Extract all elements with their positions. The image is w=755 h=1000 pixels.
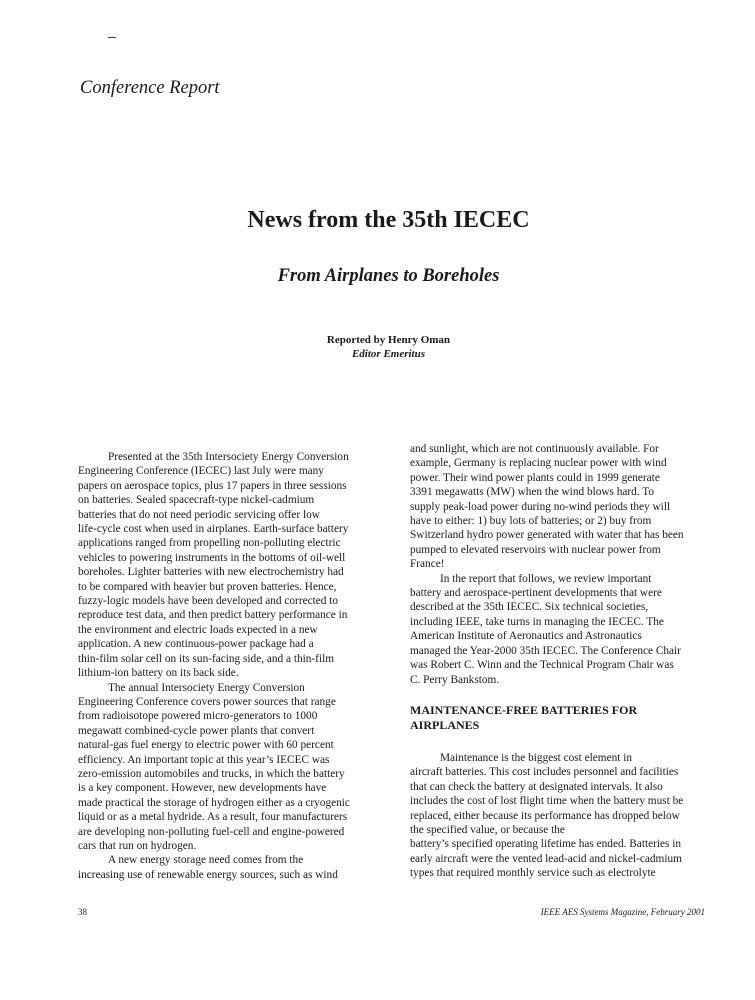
text-line: Maintenance is the biggest cost element in xyxy=(440,752,632,764)
byline xyxy=(0,333,755,361)
section-label: Conference Report xyxy=(80,78,220,98)
text-line: 3391 megawatts (MW) when the wind blows hard. To xyxy=(410,486,655,499)
text-line: and sunlight, which are not continuously available. For xyxy=(410,443,659,455)
text-line: Presented at the 35th Intersociety Energy Conversion xyxy=(108,451,349,463)
text-line: described at the 35th IECEC. Six technical societies, xyxy=(410,601,649,614)
text-line: pumped to elevated reservoirs with nuclear power from xyxy=(410,543,661,556)
text-line: efficiency. An important topic at this year’s IECEC was xyxy=(78,753,330,766)
text-line: zero-emission automobiles and trucks, in which the battery xyxy=(78,767,345,780)
text-line: have to either: 1) buy lots of batteries; or 2) buy from xyxy=(410,515,652,528)
section-heading xyxy=(410,703,637,732)
text-line: papers on aerospace topics, plus 17 papers in three sessions xyxy=(78,479,347,492)
text-line: reproduce test data, and then predict battery performance in xyxy=(78,609,348,622)
byline-role: Editor Emeritus xyxy=(351,348,426,360)
text-line: to be compared with heavier but proven batteries. Hence, xyxy=(78,580,337,593)
text-line: increasing use of renewable energy sources, such as wind xyxy=(78,868,338,881)
text-line: the specified value, or because the xyxy=(410,824,565,837)
text-line: boreholes. Lighter batteries with new electrochemistry had xyxy=(78,566,344,579)
text-line: American Institute of Aeronautics and Astronautics xyxy=(410,630,642,643)
right-column-section xyxy=(410,751,683,881)
text-line: are developing non-polluting fuel-cell and engine-powered xyxy=(78,825,345,838)
section-heading-line: MAINTENANCE-FREE BATTERIES FOR xyxy=(410,703,638,717)
text-line: The annual Intersociety Energy Conversion xyxy=(108,681,305,694)
right-column-intro xyxy=(410,442,684,687)
text-line: France! xyxy=(410,558,445,571)
text-line: types that required monthly service such as electrolyte xyxy=(410,867,656,880)
text-line: Engineering Conference (IECEC) last July were many xyxy=(78,465,324,478)
article-subtitle: From Airplanes to Boreholes xyxy=(277,266,500,286)
text-line: cars that run on hydrogen. xyxy=(78,839,197,852)
text-line: thin-film solar cell on its sun-facing side, and a thin-film xyxy=(78,652,335,665)
text-line: battery and aerospace-pertinent developments that were xyxy=(410,587,662,600)
scan-mark xyxy=(108,37,116,38)
text-line: batteries that do not need periodic servicing offer low xyxy=(78,508,320,521)
text-line: lithium-ion battery on its back side. xyxy=(78,667,239,680)
text-line: supply peak-load power during no-wind periods they will xyxy=(410,500,671,513)
text-line: application. A new continuous-power package had a xyxy=(78,638,314,651)
text-line: example, Germany is replacing nuclear power with wind xyxy=(410,457,667,470)
text-line: was Robert C. Winn and the Technical Program Chair was xyxy=(410,659,674,672)
text-line: from radioisotope powered micro-generators to 1000 xyxy=(78,710,318,723)
text-line: C. Perry Bankstom. xyxy=(410,673,500,686)
text-line: battery’s specified operating lifetime has ended. Batteries in xyxy=(410,838,682,851)
text-line: that can check the battery at designated intervals. It also xyxy=(410,780,663,793)
text-line: megawatt combined-cycle power plants that convert xyxy=(78,724,315,737)
text-line: replaced, either because its performance has dropped below xyxy=(410,809,680,822)
text-line: Switzerland hydro power generated with water that has been xyxy=(410,529,684,542)
text-line: early aircraft were the vented lead-acid and nickel-cadmium xyxy=(410,852,682,865)
publication-footer: IEEE AES Systems Magazine, February 2001 xyxy=(540,907,705,917)
text-line: life-cycle cost when used in airplanes. Earth-surface battery xyxy=(78,523,349,536)
text-line: A new energy storage need comes from the xyxy=(108,854,304,867)
section-heading-line: AIRPLANES xyxy=(410,717,480,732)
byline-author: Reported by Henry Oman xyxy=(326,334,451,346)
text-line: including IEEE, take turns in managing the IECEC. The xyxy=(410,615,664,628)
text-line: applications ranged from propelling non-polluting electric xyxy=(78,537,341,550)
article-title: News from the 35th IECEC xyxy=(247,207,530,233)
text-line: vehicles to powering instruments in the bottoms of oil-well xyxy=(78,551,346,564)
left-column xyxy=(78,450,350,882)
text-line: natural-gas fuel energy to electric power with 60 percent xyxy=(78,739,334,752)
page-number: 38 xyxy=(78,907,87,917)
text-line: liquid or as a metal hydride. As a result, four manufacturers xyxy=(78,811,348,824)
text-line: Engineering Conference covers power sources that range xyxy=(78,695,336,708)
text-line: In the report that follows, we review important xyxy=(440,572,652,585)
text-line: on batteries. Sealed spacecraft-type nickel-cadmium xyxy=(78,494,315,507)
text-line: power. Their wind power plants could in 1999 generate xyxy=(410,471,660,484)
text-line: the environment and electric loads expected in a new xyxy=(78,623,318,636)
text-line: fuzzy-logic models have been developed and corrected to xyxy=(78,595,339,608)
text-line: is a key component. However, new developments have xyxy=(78,782,327,795)
text-line: aircraft batteries. This cost includes personnel and facilities xyxy=(410,766,679,779)
text-line: made practical the storage of hydrogen either as a cryogenic xyxy=(78,796,350,809)
text-line: managed the Year-2000 35th IECEC. The Conference Chair xyxy=(410,644,681,657)
text-line: includes the cost of lost flight time when the battery must be xyxy=(410,795,684,808)
